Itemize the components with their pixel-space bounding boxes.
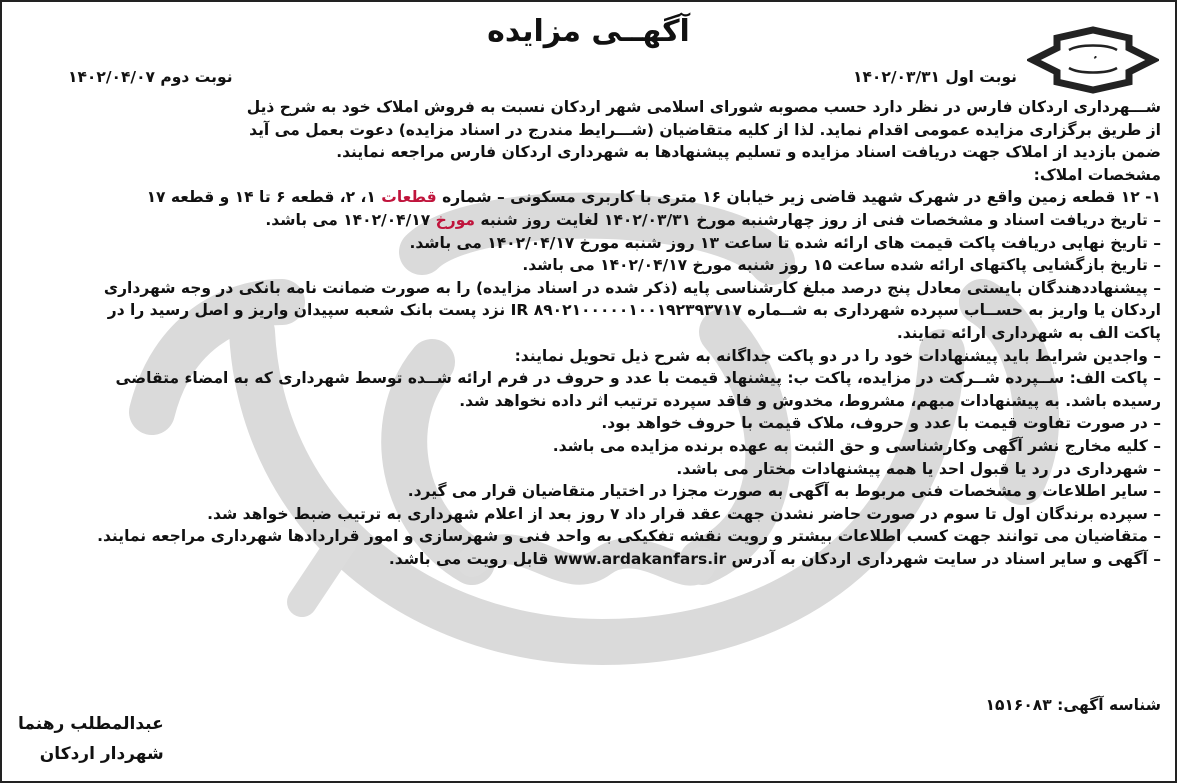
signatory-role: شهردار اردکان xyxy=(39,744,164,764)
condition-line: پاکت الف به شهرداری ارائه نمایند. xyxy=(896,323,1161,342)
specs-heading: مشخصات املاک: xyxy=(1033,165,1161,184)
website-line: – آگهی و سایر اسناد در سایت شهرداری اردکان به آدرس www.ardakanfars.ir قابل رویت می باشد. xyxy=(388,549,1161,568)
property-item-1: ۱- ۱۲ قطعه زمین واقع در شهرک شهید قاضی زیر خیابان ۱۶ متری با کاربری مسکونی – شماره قطعات ۱، ۲، قطعه ۶ تا ۱۴ و قطعه ۱۷ xyxy=(146,188,1161,207)
condition-line: – کلیه مخارج نشر آگهی وکارشناسی و حق الثبت به عهده برنده مزایده می باشد. xyxy=(552,436,1161,455)
second-publication: نوبت دوم ۱۴۰۲/۰۴/۰۷ xyxy=(68,68,233,86)
document-date-line: – تاریخ دریافت اسناد و مشخصات فنی از روز چهارشنبه مورخ ۱۴۰۲/۰۳/۳۱ لغایت روز شنبه مورخ ۱۴۰۲/۰۴/۱۷ می باشد. xyxy=(265,210,1161,229)
signatory-name: عبدالمطلب رهنما xyxy=(18,714,164,734)
condition-line: – سپرده برندگان اول تا سوم در صورت حاضر نشدن جهت عقد قرار داد ۷ روز بعد از اعلام شهرداری به ترتیب ضبط خواهد شد. xyxy=(207,504,1161,523)
condition-line: – پاکت الف: ســپرده شــرکت در مزایده، پاکت ب: پیشنهاد قیمت با عدد و حروف در فرم ارائه شــده توسط شهرداری که به امضاء متقاضی xyxy=(115,369,1161,388)
condition-line: – تاریخ بازگشایی پاکتهای ارائه شده ساعت ۱۵ روز شنبه مورخ ۱۴۰۲/۰۴/۱۷ می باشد. xyxy=(522,256,1161,275)
notice-id: شناسه آگهی: ۱۵۱۶۰۸۳ xyxy=(985,696,1161,714)
first-publication: نوبت اول ۱۴۰۲/۰۳/۳۱ xyxy=(853,68,1017,86)
condition-line: – واجدین شرایط باید پیشنهادات خود را در دو پاکت جداگانه به شرح ذیل تحویل نمایند: xyxy=(514,346,1161,365)
svg-text:ٌٌٌ xyxy=(1093,56,1097,59)
intro-line: ضمن بازدید از املاک جهت دریافت اسناد مزایده و تسلیم پیشنهادها به شهرداری اردکان فارس مراجعه نمایند. xyxy=(336,143,1161,162)
notice-title: آگهــی مزایده xyxy=(487,14,690,49)
notice-body xyxy=(14,96,1161,570)
intro-line: شـــهرداری اردکان فارس در نظر دارد حسب مصوبه شورای اسلامی شهر اردکان نسبت به فروش املاک خود به شرح ذیل xyxy=(246,98,1161,116)
signature-block xyxy=(18,709,164,769)
condition-line: – متقاضیان می توانند جهت کسب اطلاعات بیشتر و رویت نقشه تفکیکی به واحد فنی و شهرسازی و امور قراردادها شهرداری مراجعه نمایند. xyxy=(97,527,1161,546)
condition-line: رسیده باشد. به پیشنهادات مبهم، مشروط، مخدوش و فاقد سپرده ترتیب اثر داده نخواهد شد. xyxy=(459,391,1161,410)
condition-line: – شهرداری در رد یا قبول احد یا همه پیشنهادات مختار می باشد. xyxy=(676,459,1161,478)
condition-line: – در صورت تفاوت قیمت با عدد و حروف، ملاک قیمت با حروف خواهد بود. xyxy=(601,414,1161,433)
condition-line: – سایر اطلاعات و مشخصات فنی مربوط به آگهی به صورت مجزا در اختیار متقاضیان قرار می گیرد. xyxy=(407,482,1161,501)
condition-line: اردکان یا واریز به حســاب سپرده شهرداری به شــماره IR ۸۹۰۲۱۰۰۰۰۰۱۰۰۱۹۲۳۹۳۷۱۷ نزد پست بانک شعبه سپیدان واریز و اصل رسید را در xyxy=(107,301,1161,320)
website-link[interactable]: www.ardakanfars.ir xyxy=(553,549,727,568)
intro-line: از طریق برگزاری مزایده عمومی اقدام نماید. لذا از کلیه متقاضیان (شـــرایط مندرج در اسناد مزایده) دعوت بعمل می آید xyxy=(249,120,1161,139)
condition-line: – پیشنهاددهندگان بایستی معادل پنج درصد مبلغ کارشناسی پایه (ذکر شده در اسناد مزایده) را به صورت ضمانت نامه بانکی در وجه شهرداری xyxy=(103,278,1161,297)
condition-line: – تاریخ نهایی دریافت پاکت قیمت های ارائه شده تا ساعت ۱۳ روز شنبه مورخ ۱۴۰۲/۰۴/۱۷ می باشد. xyxy=(409,233,1161,252)
